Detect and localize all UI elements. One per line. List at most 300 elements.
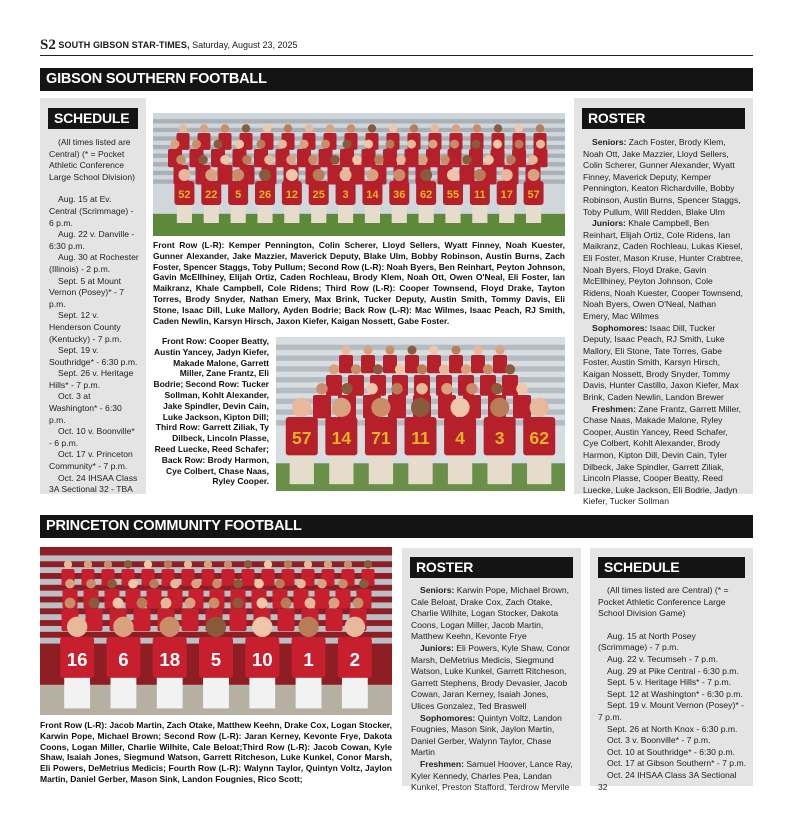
player-jersey: [315, 589, 330, 609]
player-head: [286, 155, 296, 165]
princeton-schedule-title: SCHEDULE: [598, 557, 745, 578]
jersey-number: 26: [258, 189, 272, 201]
player-head: [254, 579, 264, 589]
jersey-number: 62: [529, 428, 550, 449]
jersey-number: 3: [494, 428, 505, 449]
jersey-number: 57: [527, 189, 540, 201]
front-player-pants: [290, 455, 314, 484]
schedule-game: Oct. 17 at Gibson Southern* - 7 p.m.: [607, 758, 747, 769]
schedule-game: Oct. 24 IHSAA Class 3A Sectional 32: [598, 769, 737, 792]
player-head: [407, 140, 416, 149]
front-player-head: [340, 169, 352, 181]
roster-group: [583, 137, 744, 218]
player-head: [416, 383, 428, 395]
princeton-schedule-intro: (All times listed are Central) (* = Pocket Athletic Conference Large School Division Game): [598, 585, 729, 619]
player-head: [281, 598, 292, 609]
front-player-head: [113, 617, 133, 637]
player-head: [191, 579, 201, 589]
front-player-head: [292, 398, 311, 417]
player-head: [515, 124, 523, 132]
roster-names: Zach Foster, Brody Klem, Noah Ott, Jake Mazzier, Lloyd Sellers, Colin Scherer, Gunner Alexander, Wyatt Finney, Maverick Deputy, Kemper Pennington, Keaton Richardville, Bobby Robinson, Austin Burns, Spencer Staggs, Toby Pullum, Will Redden, Blake Ulm: [583, 137, 741, 217]
front-player-head: [178, 169, 190, 181]
player-head: [304, 560, 312, 568]
front-player-pants: [311, 205, 326, 223]
player-head: [179, 124, 187, 132]
front-player-head: [298, 617, 318, 637]
player-head: [359, 579, 369, 589]
front-player-pants: [472, 205, 487, 223]
player-head: [204, 560, 212, 568]
front-player-head: [501, 169, 513, 181]
front-player-pants: [338, 205, 353, 223]
player-head: [473, 124, 481, 132]
player-jersey: [134, 609, 151, 631]
player-head: [214, 140, 223, 149]
schedule-game: Sept. 12 at Washington* - 6:30 p.m.: [607, 688, 743, 699]
roster-class-label: Seniors:: [592, 137, 627, 147]
jersey-number: 5: [235, 189, 242, 201]
player-head: [493, 140, 502, 149]
front-player-pants: [111, 678, 137, 709]
jersey-number: 17: [500, 189, 513, 201]
princeton-team-photo: [40, 547, 392, 715]
player-head: [278, 140, 287, 149]
player-jersey: [471, 355, 485, 373]
player-head: [305, 124, 313, 132]
player-head: [344, 560, 352, 568]
jersey-number: 2: [349, 648, 361, 670]
schedule-game: Aug. 15 at Ev. Central (Scrimmage) - 6 p.m.: [49, 194, 134, 228]
player-head: [389, 124, 397, 132]
roster-names: Quintyn Voltz, Landon Fougnies, Mason Sink, Jaylon Martin, Daniel Gerber, Walynn Taylor, Chase Martin: [411, 712, 562, 758]
front-player-head: [447, 169, 459, 181]
roster-group: [411, 759, 573, 794]
player-head: [351, 364, 361, 374]
jersey-number: 11: [411, 428, 430, 449]
gibson-freshmen-caption: Front Row: Cooper Beatty, Austin Yancey, Jadyn Kiefer, Makade Malone, Garrett Miller, Zane Frantz, Eli Bodrie; Second Row: Tucker Sollman, Kohlt Alexander, Jake Spindler, Devin Cain, Luke Jackson, Kipton Dill; Third Row: Garrett Ziliak, Ty Dilbeck, Lincoln Plasse, Reed Luecke, Reed Schafer; Back Row: Brody Harmon, Cye Colbert, Chase Naas, Ryley Cooper.: [153, 336, 269, 487]
player-head: [233, 598, 244, 609]
player-jersey: [362, 149, 376, 167]
roster-names: Eli Powers, Kyle Shaw, Conor Marsh, DeMetrius Medicis, Siegmund Watson, Luke Kunkel, Garrett Ritcheson, Garrett Stephens, Brody Devasier, Jacob Cowan, Jaran Kerney, Isaiah Jones, Ulices Gonzalez, Ted Braswell: [411, 642, 570, 711]
player-head: [353, 598, 364, 609]
player-head: [64, 560, 72, 568]
gibson-schedule-title: SCHEDULE: [48, 108, 138, 129]
roster-group: [411, 585, 573, 643]
player-head: [149, 579, 159, 589]
jersey-number: 11: [474, 189, 486, 201]
player-jersey: [147, 589, 162, 609]
front-player-head: [420, 169, 432, 181]
player-jersey: [513, 395, 531, 418]
schedule-game: Sept. 12 v. Henderson County (Kentucky) - 7 p.m.: [49, 310, 122, 344]
player-jersey: [230, 609, 247, 631]
player-head: [86, 579, 96, 589]
player-head: [461, 364, 471, 374]
front-player-pants: [249, 678, 275, 709]
player-head: [330, 155, 340, 165]
player-head: [107, 579, 117, 589]
front-player-pants: [448, 455, 472, 484]
player-head: [431, 124, 439, 132]
front-player-pants: [445, 205, 460, 223]
player-head: [209, 598, 220, 609]
player-head: [483, 364, 493, 374]
jersey-number: 71: [371, 428, 391, 449]
player-jersey: [448, 149, 462, 167]
player-head: [161, 598, 172, 609]
player-jersey: [388, 395, 406, 418]
player-head: [491, 383, 503, 395]
player-jersey: [383, 149, 397, 167]
player-head: [430, 346, 439, 355]
player-head: [450, 140, 459, 149]
player-head: [347, 124, 355, 132]
player-head: [440, 155, 450, 165]
front-player-pants: [526, 205, 541, 223]
player-head: [170, 579, 180, 589]
player-head: [326, 124, 334, 132]
front-player-pants: [342, 678, 368, 709]
roster-group: [583, 404, 744, 508]
gibson-roster-list: [574, 129, 753, 508]
gibson-main-caption: Front Row (L-R): Kemper Pennington, Colin Scherer, Lloyd Sellers, Wyatt Finney, Noah Kuester, Gunner Alexander, Jake Mazzier, Maverick Deputy, Blake Ulm, Bobby Robinson, Austin Burns, Zach Foster, Spencer Staggs, Toby Pullum; Second Row (L-R): Noah Byers, Ben Reinhart, Peyton Johnson, Gavin McEllhiney, Elijah Ortiz, Caden Rochleau, Brody Klem, Noah Ott, Owen O'Neal, Eli Foster, Ian Maikranz, Khale Campbell, Cole Ridens; Third Row (L-R): Cooper Townsend, Floyd Drake, Tayton Torres, Brody Snyder, Nathan Emery, Max Brink, Tucker Deputy, Austin Smith, Tommy Davis, Eli Stone, Isaac Dill, Luke Mallory, Ayden Bodrie; Back Row (L-R): Mac Wilmes, Isaac Peach, RJ Smith, Caden Newlin, Karsyn Hirsch, Jaxon Kiefer, Kaigan Nossett, Gabe Foster.: [153, 240, 565, 326]
player-head: [235, 140, 244, 149]
player-head: [417, 364, 427, 374]
front-player-pants: [499, 205, 514, 223]
player-jersey: [361, 355, 375, 373]
player-head: [144, 560, 152, 568]
bleacher-row: [276, 345, 565, 350]
player-head: [341, 383, 353, 395]
princeton-banner: PRINCETON COMMUNITY FOOTBALL: [40, 515, 753, 538]
player-head: [257, 598, 268, 609]
front-player-head: [313, 169, 325, 181]
player-jersey: [313, 395, 331, 418]
player-head: [516, 383, 528, 395]
jersey-number: 1: [303, 648, 314, 670]
issue-date: Saturday, August 23, 2025: [192, 40, 298, 50]
player-head: [452, 124, 460, 132]
player-jersey: [326, 375, 342, 396]
page-number: S2: [40, 37, 56, 53]
front-player-pants: [369, 455, 393, 484]
schedule-game: Sept. 5 v. Heritage Hills* - 7 p.m.: [607, 677, 732, 688]
front-player-head: [530, 398, 549, 417]
schedule-game: Sept. 26 v. Heritage Hills* - 7 p.m.: [49, 368, 134, 390]
jersey-number: 6: [118, 648, 129, 670]
front-player-head: [371, 398, 390, 417]
jersey-number: 5: [210, 648, 222, 670]
jersey-number: 4: [455, 428, 465, 449]
player-head: [418, 155, 428, 165]
princeton-caption: Front Row (L-R): Jacob Martin, Zach Otake, Matthew Keehn, Drake Cox, Logan Stocker, Karwin Pope, Michael Brown; Second Row (L-R): Jaran Kerney, Kevonte Frye, Dakota Coons, Logan Miller, Charlie Wilhite, Cale Beloat;Third Row (L-R): Jacob Cowan, Kyle Shaw, Isaiah Jones, Siegmund Watson, Garrett Ritcheson, Luke Kunkel, Conor Marsh, Eli Powers, DeMetrius Medicis; Fourth Row (L-R): Walynn Taylor, Quintyn Voltz, Jaylon Martin, Daniel Gerber, Mason Sink, Landon Fougnies, Rico Scott;: [40, 720, 392, 784]
player-head: [171, 140, 180, 149]
player-head: [364, 140, 373, 149]
princeton-roster-list: [402, 578, 581, 794]
player-head: [89, 598, 100, 609]
schedule-game: Oct. 3 at Washington* - 6:30 p.m.: [49, 391, 122, 425]
jersey-number: 36: [393, 189, 406, 201]
player-head: [104, 560, 112, 568]
jersey-number: 62: [420, 189, 433, 201]
bleacher-row: [40, 555, 392, 561]
player-head: [164, 560, 172, 568]
player-head: [192, 140, 201, 149]
roster-group: [411, 643, 573, 713]
player-head: [515, 140, 524, 149]
player-jersey: [426, 149, 440, 167]
player-head: [329, 598, 340, 609]
player-head: [224, 560, 232, 568]
front-player-head: [259, 169, 271, 181]
player-head: [198, 155, 208, 165]
player-head: [452, 346, 461, 355]
player-head: [300, 140, 309, 149]
schedule-game: Aug. 30 at Rochester (Illinois) - 2 p.m.: [49, 252, 139, 274]
front-player-head: [450, 398, 469, 417]
schedule-game: Oct. 17 v. Princeton Community* - 7 p.m.: [49, 449, 133, 472]
front-player-head: [393, 169, 405, 181]
roster-class-label: Sophomores:: [592, 322, 648, 333]
player-head: [462, 155, 472, 165]
jersey-number: 12: [285, 189, 298, 201]
schedule-game: Aug. 29 at Pike Central - 6:30 p.m.: [607, 665, 739, 676]
schedule-game: Aug. 22 v. Danville - 6:30 p.m.: [49, 229, 135, 251]
player-head: [391, 383, 403, 395]
gibson-schedule-panel: [40, 98, 146, 494]
princeton-roster-title: ROSTER: [410, 557, 573, 578]
front-player-pants: [204, 205, 219, 223]
schedule-game: Aug. 15 at North Posey (Scrimmage) - 7 p.m.: [598, 630, 696, 653]
player-head: [536, 140, 545, 149]
jersey-number: 22: [205, 189, 218, 201]
player-head: [364, 346, 373, 355]
player-head: [185, 598, 196, 609]
player-jersey: [86, 609, 103, 631]
player-head: [264, 155, 274, 165]
player-head: [366, 383, 378, 395]
player-head: [244, 560, 252, 568]
front-player-head: [366, 169, 378, 181]
player-head: [113, 598, 124, 609]
princeton-schedule-list: [590, 578, 753, 793]
player-head: [441, 383, 453, 395]
player-head: [200, 124, 208, 132]
front-player-head: [490, 398, 509, 417]
front-player-pants: [487, 455, 511, 484]
front-player-head: [286, 169, 298, 181]
player-head: [275, 579, 285, 589]
player-head: [474, 346, 483, 355]
player-head: [257, 140, 266, 149]
roster-names: Karwin Pope, Michael Brown, Cale Beloat, Drake Cox, Zach Otake, Charlie Wilhite, Logan Stocker, Dakota Coons, Logan Miller, Jacob Martin, Matthew Keehn, Kevonte Frye: [411, 585, 570, 642]
schedule-game: Sept. 19 v. Mount Vernon (Posey)* - 7 p.m.: [598, 700, 744, 722]
roster-names: Isaac Dill, Tucker Deputy, Isaac Peach, RJ Smith, Luke Mallory, Eli Stone, Tate Torres, Gabe Foster, Austin Smith, Karsyn Hirsch, Kaigan Nossett, Brody Snyder, Tommy Davis, Hunter Castillo, Jaxon Kiefer, Max Brink, Caden Newlin, Landon Brewer: [583, 322, 739, 403]
player-head: [184, 560, 192, 568]
player-jersey: [405, 149, 419, 167]
player-jersey: [449, 355, 463, 373]
player-head: [317, 579, 327, 589]
front-player-head: [67, 617, 87, 637]
jersey-number: 14: [331, 428, 352, 449]
player-head: [65, 579, 75, 589]
front-player-pants: [64, 678, 90, 709]
jersey-number: 52: [178, 189, 191, 201]
bleacher-row: [153, 128, 565, 132]
player-head: [263, 124, 271, 132]
player-head: [65, 598, 76, 609]
player-head: [242, 124, 250, 132]
front-player-head: [528, 169, 540, 181]
player-head: [221, 124, 229, 132]
roster-group: [583, 323, 744, 404]
page-header: [40, 38, 753, 56]
jersey-number: 18: [159, 648, 181, 670]
gibson-schedule-list: [40, 129, 146, 496]
player-head: [176, 155, 186, 165]
player-head: [395, 364, 405, 374]
player-head: [472, 140, 481, 149]
front-player-pants: [392, 205, 407, 223]
front-player-head: [411, 398, 430, 417]
jersey-number: 3: [342, 189, 349, 201]
player-head: [342, 346, 351, 355]
roster-names: Khale Campbell, Ben Reinhart, Elijah Ortiz, Cole Ridens, Ian Maikranz, Caden Rochleau, Lukas Kiesel, Eli Foster, Mason Kruse, Hunter Crabtree, Noah Byers, Floyd Drake, Gavin McEllhiney, Peyton Johnson, Cole Ridens, Noah Kuester, Cooper Townsend, Noah Byers, Owen O'Neal, Nathan Emery, Mac Wilmes: [583, 218, 744, 321]
schedule-game: Oct. 3 v. Boonville* - 7 p.m.: [607, 735, 711, 746]
player-head: [374, 155, 384, 165]
front-player-pants: [203, 678, 229, 709]
player-head: [324, 560, 332, 568]
player-head: [128, 579, 138, 589]
player-jersey: [383, 355, 397, 373]
front-player-pants: [365, 205, 380, 223]
front-player-head: [205, 169, 217, 181]
player-jersey: [278, 609, 295, 631]
player-jersey: [339, 355, 353, 373]
schedule-game: Sept. 19 v. Southridge* - 6:30 p.m.: [49, 345, 138, 367]
front-player-pants: [329, 455, 353, 484]
roster-class-label: Juniors:: [420, 642, 454, 653]
schedule-game: Aug. 22 v. Tecumseh - 7 p.m.: [607, 653, 718, 664]
player-jersey: [319, 149, 333, 167]
front-player-head: [232, 169, 244, 181]
roster-group: [583, 218, 744, 322]
schedule-game: Sept. 26 at North Knox - 6:30 p.m.: [607, 723, 738, 734]
player-jersey: [222, 569, 235, 586]
player-head: [220, 155, 230, 165]
player-jersey: [493, 355, 507, 373]
player-head: [321, 140, 330, 149]
front-player-pants: [257, 205, 272, 223]
gibson-schedule-intro: (All times listed are Central) (* = Pocket Athletic Conference Large School Division): [49, 137, 135, 182]
player-head: [506, 155, 516, 165]
player-head: [305, 598, 316, 609]
player-jersey: [326, 609, 343, 631]
gibson-roster-title: ROSTER: [582, 108, 745, 129]
front-player-head: [252, 617, 272, 637]
player-head: [386, 346, 395, 355]
player-head: [352, 155, 362, 165]
gibson-freshmen-photo: [276, 337, 565, 491]
player-head: [408, 346, 417, 355]
player-head: [137, 598, 148, 609]
gibson-banner: GIBSON SOUTHERN FOOTBALL: [40, 68, 753, 91]
roster-names: Zane Frantz, Garrett Miller, Chase Naas, Makade Malone, Ryley Cooper, Austin Yancey, Reed Schafer, Cye Colbert, Kohlt Alexander, Brody Harmon, Kipton Dill, Devin Cain, Tyler Dilbeck, Jake Spindler, Garrett Ziliak, Lincoln Plasse, Cooper Beatty, Reed Luecke, Luke Jackson, Eli Bodrie, Jadyn Kiefer, Tucker Sollman: [583, 403, 742, 507]
player-head: [242, 155, 252, 165]
player-head: [494, 124, 502, 132]
player-head: [373, 364, 383, 374]
roster-class-label: Freshmen:: [420, 758, 464, 769]
player-head: [528, 155, 538, 165]
front-player-head: [332, 398, 351, 417]
player-head: [84, 560, 92, 568]
jersey-number: 14: [366, 189, 379, 201]
player-head: [343, 140, 352, 149]
front-player-head: [474, 169, 486, 181]
jersey-number: 10: [251, 648, 273, 670]
player-jersey: [340, 149, 354, 167]
front-player-pants: [527, 455, 551, 484]
player-head: [296, 579, 306, 589]
front-player-pants: [419, 205, 434, 223]
player-jersey: [405, 355, 419, 373]
player-jersey: [427, 355, 441, 373]
player-head: [439, 364, 449, 374]
front-player-head: [206, 617, 226, 637]
gibson-roster-panel: [574, 98, 753, 507]
player-head: [396, 155, 406, 165]
roster-class-label: Seniors:: [420, 585, 455, 595]
jersey-number: 16: [66, 648, 88, 670]
front-player-pants: [231, 205, 246, 223]
gibson-team-photo: [153, 113, 565, 236]
roster-class-label: Juniors:: [592, 218, 626, 229]
player-head: [284, 124, 292, 132]
schedule-game: Oct. 24 IHSAA Class 3A Sectional 32 - TBA: [49, 472, 138, 495]
jersey-number: 57: [291, 428, 312, 449]
front-player-pants: [284, 205, 299, 223]
schedule-game: Oct. 10 at Southridge* - 6:30 p.m.: [607, 746, 736, 757]
roster-class-label: Freshmen:: [592, 403, 636, 414]
roster-class-label: Sophomores:: [420, 712, 476, 723]
princeton-schedule-panel: [590, 548, 753, 792]
publication-name: SOUTH GIBSON STAR-TIMES,: [58, 40, 190, 50]
bleacher-row: [276, 355, 565, 360]
schedule-game: Sept. 5 at Mount Vernon (Posey)* - 7 p.m.: [49, 275, 124, 309]
player-head: [410, 124, 418, 132]
player-head: [212, 579, 222, 589]
player-head: [264, 560, 272, 568]
player-head: [338, 579, 348, 589]
player-head: [368, 124, 376, 132]
player-head: [364, 560, 372, 568]
front-player-pants: [296, 678, 322, 709]
player-jersey: [502, 375, 518, 396]
player-head: [284, 560, 292, 568]
player-head: [505, 364, 515, 374]
princeton-roster-panel: [402, 548, 581, 793]
player-head: [386, 140, 395, 149]
player-head: [124, 560, 132, 568]
front-player-pants: [177, 205, 192, 223]
roster-names: Samuel Hoover, Lance Ray, Kyler Kennedy, Charles Pea, Landan Kunkel, Preston Stafford, Terdrow Mervile: [411, 758, 573, 793]
front-player-head: [345, 617, 365, 637]
player-head: [233, 579, 243, 589]
player-head: [429, 140, 438, 149]
front-player-pants: [408, 455, 432, 484]
bleacher-row: [153, 119, 565, 123]
jersey-number: 55: [446, 189, 460, 201]
